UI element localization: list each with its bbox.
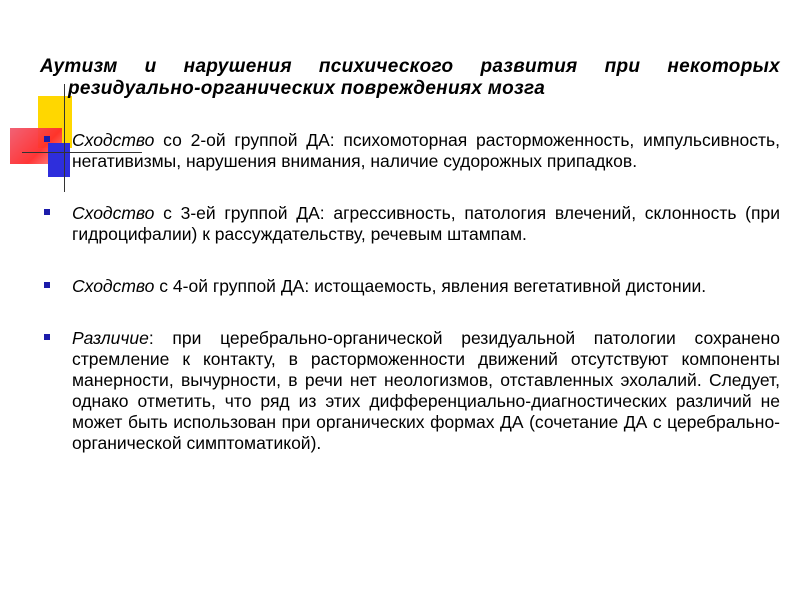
list-item [44,328,780,454]
list-item [44,203,780,245]
item-lead: Сходство [72,276,155,296]
bullet-icon [44,334,50,340]
bullet-icon [44,209,50,215]
item-lead: Сходство [72,130,155,150]
list-item [44,276,780,297]
item-text: : при церебрально-органической резидуальной патологии сохранено стремление к контакту, в расторможенности движений отсутствуют компоненты манерности, вычурности, в речи нет неологизмов, отставленных эхолалий. Следует, однако отметить, что ряд из этих дифференциально-диагностических различий не может быть использован при органических формах ДА (сочетание ДА с церебрально-органической симптоматикой). [72,328,780,453]
title-line-1: Аутизм и нарушения психического развития при некоторых [40,56,780,77]
bullet-list [44,130,780,485]
bullet-icon [44,136,50,142]
item-text: со 2-ой группой ДА: психомоторная расторможенность, импульсивность, негативизмы, нарушения внимания, наличие судорожных припадков. [72,130,780,171]
list-item [44,130,780,172]
item-text: с 3-ей группой ДА: агрессивность, патология влечений, склонность (при гидроцифалии) к рассуждательству, речевым штампам. [72,203,780,244]
item-text: с 4-ой группой ДА: истощаемость, явления вегетативной дистонии. [154,276,707,296]
title-line-2: резидуально-органических повреждениях мозга [68,78,546,99]
bullet-icon [44,282,50,288]
item-lead: Сходство [72,203,155,223]
item-lead: Различие [72,328,149,348]
slide-title [40,56,780,100]
